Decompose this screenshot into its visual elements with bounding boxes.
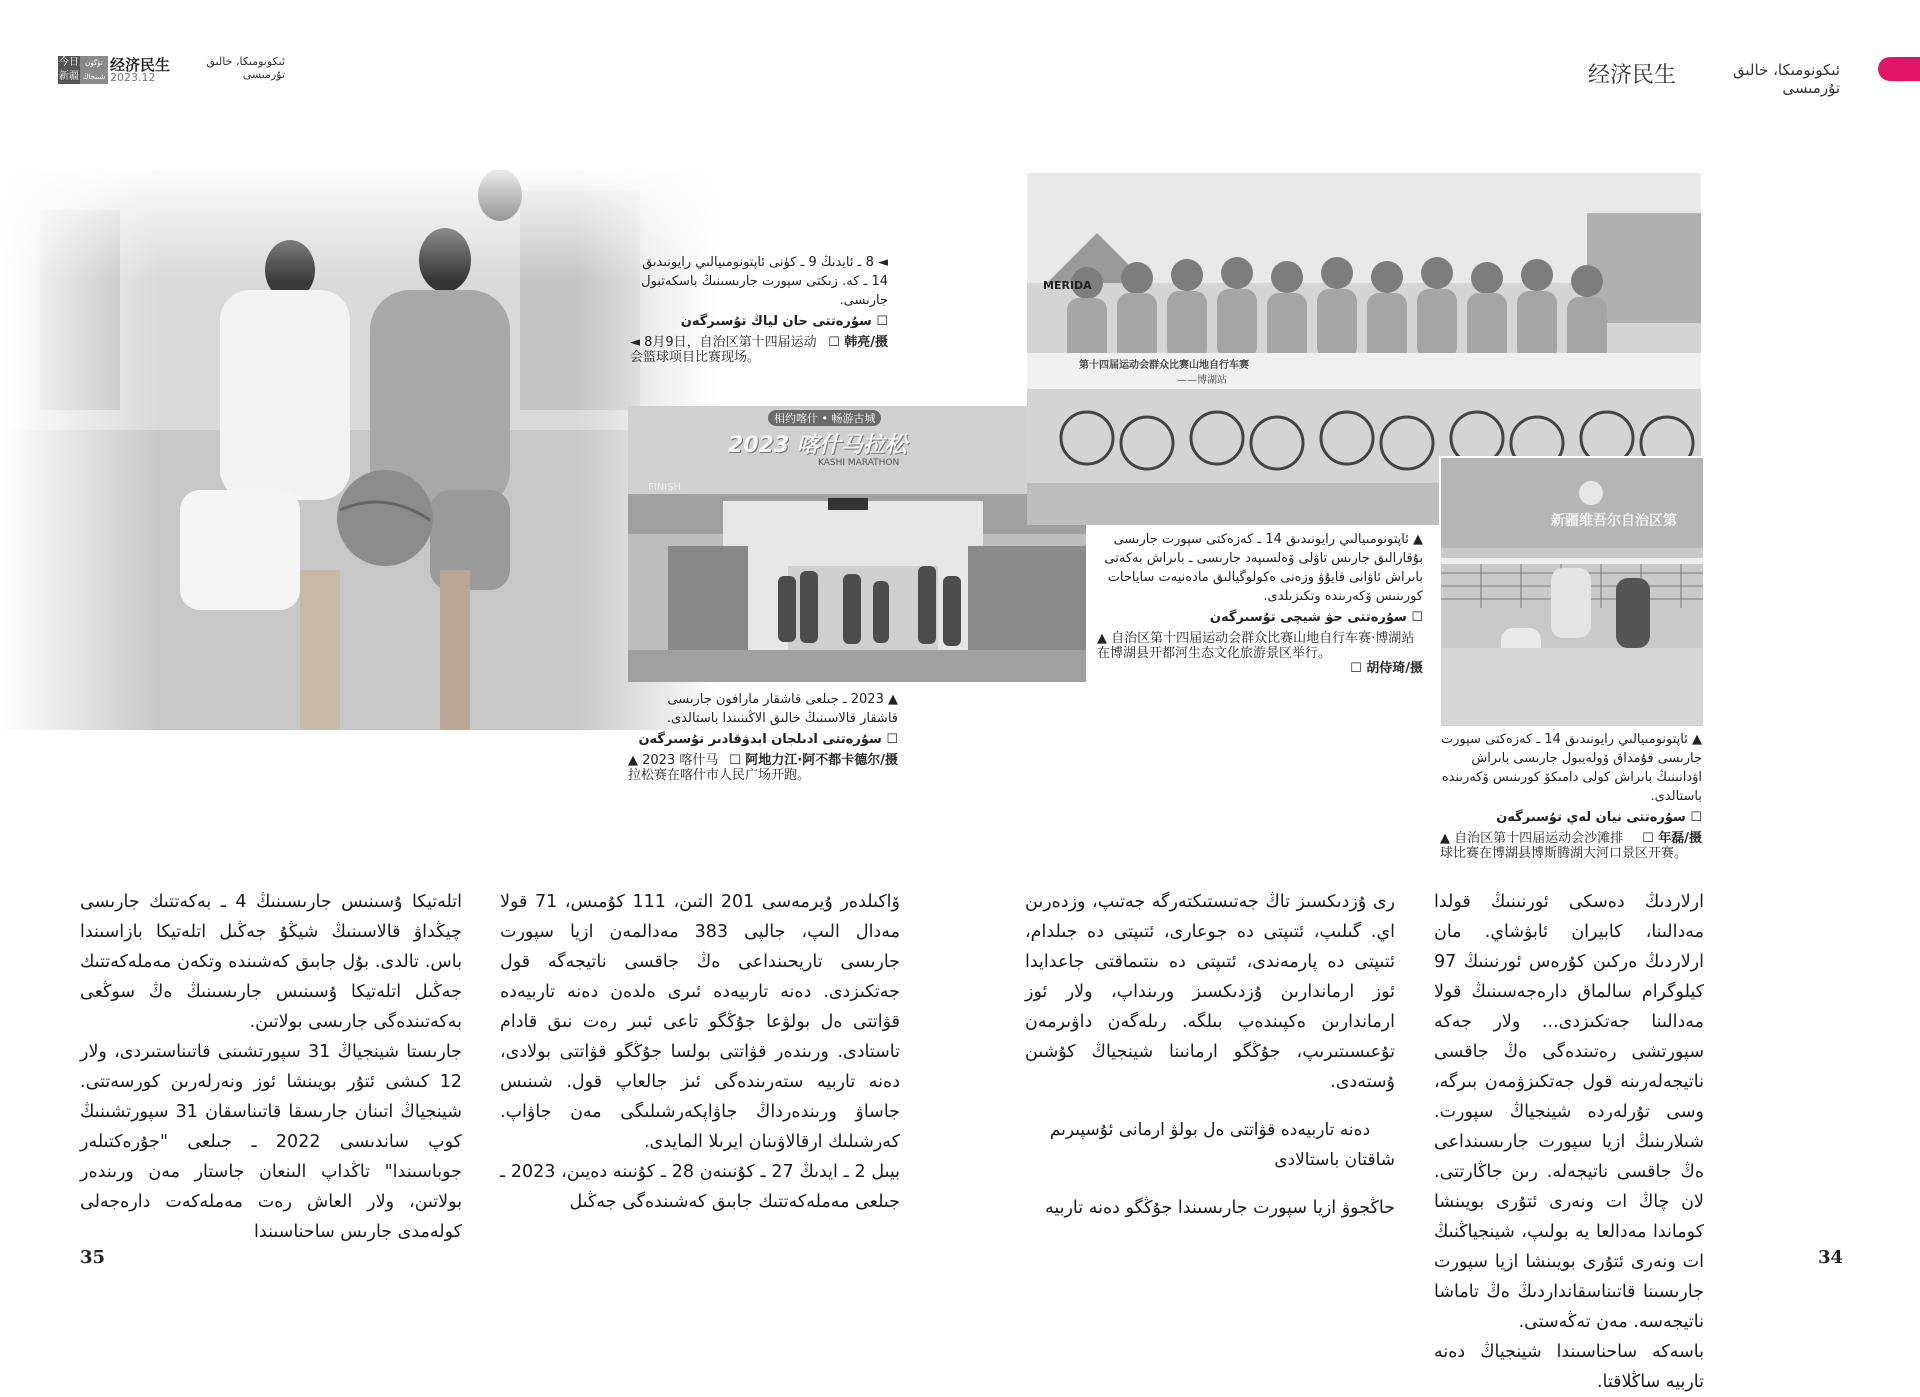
body-paragraph: ارلاردىڭ دەسكى ئورنىنىڭ قولدا مەدالىنا، كابيران ئابۋشاي. مان ارلاردىڭ ەركىن كۇرەس ئورنىنىڭ 97 كيلوگرام سالماق دارەجەسىنىڭ قولا مەدالىنا جەتكىزدى... ولار جەكە سپورتشى رەتىندەگى ەڭ جاقسى ناتيجەلەرىنە قول جەتكىزۋمەن بىرگە، وسى تۇرلەردە شينجياڭ سپورت. شىلارىنىڭ ازيا سپورت جارىسىنداعى ەڭ جاقسى ناتيجەلە. رىن جاڭارتتى. لان چاڭ ات ونەرى ئتۇرى بويىنشا كوماندا مەدالعا يە بولىپ، شينجياڭنىڭ ات ونەرى ئتۇرى بويىنشا ازيا سپورت جارىسىنا قاتىناسقانداردىڭ ەڭ تاماشا ناتيجەسە. مەن تەڭەستى. — [1434, 892, 1704, 1332]
marathon-caption-cn: ▲ 2023 喀什马拉松赛在喀什市人民广场开跑。 — [628, 753, 811, 783]
volleyball-photo — [1439, 456, 1705, 728]
volleyball-caption-cn-block — [1440, 831, 1702, 861]
body-paragraph: حاڭجوۋ ازيا سپورت جارىسىندا جۇڭگو دەنە تاربيە — [1044, 1198, 1395, 1218]
page-number-left: 35 — [80, 1247, 106, 1268]
marathon-caption-cn-block — [628, 753, 898, 783]
logo-top-ug: تۈگۈن — [80, 56, 108, 70]
page-number-right: 34 — [1818, 1247, 1844, 1268]
body-column-2 — [1025, 887, 1395, 1223]
body-paragraph: ۆاكىلدەر ۇيرمەسى 201 التىن، 111 كۇمىس، 71 قولا مەدال الىپ، جالپى 383 مەدالمەن ازيا سپورت جارىسى تاريحىنداعى ەڭ جاقسى ناتيجەگە قول جەتكىزدى. دەنە تاربيەدە ئىرى ەلدەن دەنە تاربيەدە قۋاتتى ەل بولۋعا جۇڭگو تاعى ئبىر رەت نىق قادام تاستادى. ورىندەر قۋاتتى بولسا جۇڭگو قۋاتتى بولادى، دەنە تاربيە ستەرىندەگى ئىز جالعاپ قول. شىنىس جاساۋ ورىندەرداڭ جاۋاپكەرشىلىگى مەن جاۋاپ. كەرشىلىك ارقالاۋىنان ايرىلا المايدى. — [500, 892, 900, 1152]
cycling-caption-cn-block — [1097, 631, 1423, 676]
body-paragraph: رى ۇزدىكسىز تاڭ جەتىستىكتەرگە جەتىپ، وزدەرىن اي. گىلىپ، ئتىپتى دە جوعارى، ئتىپتى دە جىلدام، ئتىپتى دە پارمەندى، ئتىپتى دە ىنتىماقتى جاعدايدا ئوز ارماندارىن ۇزدىكسىز ورىنداپ، ولار ئوز ارماندارىن ەكپىندەپ بىلگە. رىلەگەن داۋىرمەن تۇعىسىتىرىپ، جۇڭگو ارمانىنا شينجياڭ كۇشىن ۇستەدى. — [1025, 892, 1395, 1092]
body-column-4 — [80, 887, 462, 1247]
marathon-sign-finish: FINISH — [648, 482, 681, 493]
marathon-sign-top: 相约喀什 • 畅游古城 — [768, 410, 881, 426]
volleyball-caption — [1440, 730, 1702, 861]
body-column-1 — [1434, 887, 1704, 1397]
body-paragraph: باسەكە ساحناسىندا شينجياڭ دەنە تاربيە ساڭلاقتا. — [1434, 1342, 1704, 1392]
issue-date: 2023.12 — [110, 71, 156, 84]
basketball-caption — [630, 253, 888, 365]
basketball-caption-cn-block — [630, 335, 888, 365]
cycling-credit-cn: ☐ 胡侍琦/摄 — [1350, 661, 1423, 676]
marathon-sign-sub: KASHI MARATHON — [818, 458, 900, 468]
body-paragraph: بيىل 2 ـ ايدىڭ 27 ـ كۇنىنەن 28 ـ كۇنىنە دەيىن، 2023 ـ جىلعى مەملەكەتتىك جابىق كەشىندەگى جەڭىل — [500, 1162, 901, 1212]
cycling-caption-ug: ▲ ئاپتونومىيالىي رايونىدىق 14 ـ كەزەكتى سپورت جارىسى بۇقارالىق جارىس تاۋلى ۆەلسىپەد جارىسى ـ باىراش بەكەتى باىراش ئاۋانى قايۇۋ وزەنى ەكولوگيالىق مادەنيەت ساياحات كورىنىس ۆكەرىندە وتكىزىلدى. — [1104, 532, 1423, 604]
cycling-caption-cn: ▲ 自治区第十四届运动会群众比赛山地自行车赛·博湖站在博湖县开都河生态文化旅游景区举行。 — [1097, 631, 1415, 661]
basketball-photo — [0, 170, 720, 730]
cycling-banner-2: ——博湖站 — [1177, 375, 1227, 386]
volleyball-banner: 新疆维吾尔自治区第 — [1551, 513, 1677, 529]
basketball-credit-cn: ☐ 韩亮/摄 — [828, 335, 888, 350]
cycling-caption — [1097, 530, 1423, 676]
body-paragraph: اتلەتيكا ۇسىنىس جارىسىنىڭ 4 ـ بەكەتتىك جارىسى چيڭداۋ قالاسىنىڭ شيڭۇ جەڭىل اتلەتيكا بازاسىندا باس. تالدى. بۇل جابىق كەشىندە وتكەن مەملەكەتتىك جەڭىل اتلەتيكا ۇسىنىس جارىسىنىڭ ەڭ سوڭعى بەكەتىندەگى جارىسى بولاتىن. — [80, 892, 462, 1032]
body-column-3 — [500, 887, 900, 1217]
logo-top-cn: 今日 — [59, 57, 79, 68]
cycling-credit-ug: ☐ سۇرەتتى حۋ شيچى تۇسىرگەن — [1209, 610, 1423, 625]
section-title-ug: ئىكونومىكا، خالىق تۇرمىسى — [206, 55, 285, 81]
logo-bottom-ug: شىنجاڭ — [80, 70, 108, 84]
section-title-cn-right: 经济民生 — [1588, 63, 1677, 88]
cycling-banner-1: 第十四届运动会群众比赛山地自行车赛 — [1079, 360, 1249, 371]
magazine-logo — [58, 56, 108, 84]
marathon-credit-ug: ☐ سۇرەتتى ادىلجان ابدۋقادىر تۇسىرگەن — [638, 732, 898, 747]
basketball-caption-cn: ◄ 8月9日，自治区第十四届运动会篮球项目比赛现场。 — [630, 335, 817, 365]
section-title-ug-right: ئىكونومىكا، خالىق تۇرمىسى — [1732, 61, 1840, 97]
logo-bottom-cn: 新疆 — [59, 71, 79, 82]
volleyball-credit-ug: ☐ سۇرەتتى نيان لەي تۇسىرگەن — [1496, 810, 1702, 825]
volleyball-caption-ug: ▲ ئاپتونومىيالىي رايونىدىق 14 ـ كەزەكتى سپورت جارىسى قۇمداق ۆولەيبول جارىسى باىراش اۋدانىنىڭ باىراش كولى دامىكۆ كورىنىس ۆكەرىندە باستالدى. — [1440, 732, 1702, 804]
body-paragraph: جارىستا شينجياڭ 31 سپورتشىنى قاتىناستىردى، ولار 12 كىشى ئتۇر بويىنشا ئوز ونەرلەرىن كورسەتتى. شينجياڭ اتىنان جارىسقا قاتىناسقان 31 سپورتشىنىڭ كوپ ساندىسى 2022 ـ جىلعى "جۇرەكتىلەر جوباسىندا" تاڭداپ الىنعان جاستار مەن ورىندەر بولاتىن، ولار العاش رەت مەملەكەت دارەجەلى كولەمدى جارىس ساحناسىندا — [80, 1042, 462, 1242]
marathon-sign-title: 2023 喀什马拉松 — [728, 433, 907, 458]
marathon-caption — [628, 690, 898, 783]
marathon-credit-cn: ☐ 阿地力江·阿不都卡德尔/摄 — [729, 753, 898, 768]
volleyball-credit-cn: ☐ 年磊/摄 — [1642, 831, 1702, 846]
marathon-photo — [628, 406, 1086, 682]
marathon-caption-ug: ▲ 2023 ـ جىلعى قاشقار مارافون جارىسى قاشقار قالاسىنىڭ خالىق الاڭىنىندا باستالدى. — [666, 692, 898, 726]
cycling-brand: MERIDA — [1043, 279, 1092, 292]
section-color-tab — [1878, 57, 1920, 81]
basketball-credit-ug: ☐ سۇرەتتى حان لياڭ تۇسىرگەن — [680, 314, 888, 329]
section-subheading: دەنە تاربيەدە قۋاتتى ەل بولۋ ارمانى ئۇسپىرىم شاقتان باستالادى — [1049, 1120, 1395, 1170]
basketball-caption-ug: ◄ 8 ـ ئايدىڭ 9 ـ كۈنى ئاپتونومىيالىي رايونىدىق 14 ـ كە. زىكتى سپورت جارىسىنىڭ باسكەتبول جارىسى. — [641, 255, 888, 308]
volleyball-caption-cn: ▲ 自治区第十四届运动会沙滩排球比赛在博湖县博斯腾湖大河口景区开赛。 — [1440, 831, 1688, 861]
section-title-cn: 经济民生 — [110, 56, 171, 74]
